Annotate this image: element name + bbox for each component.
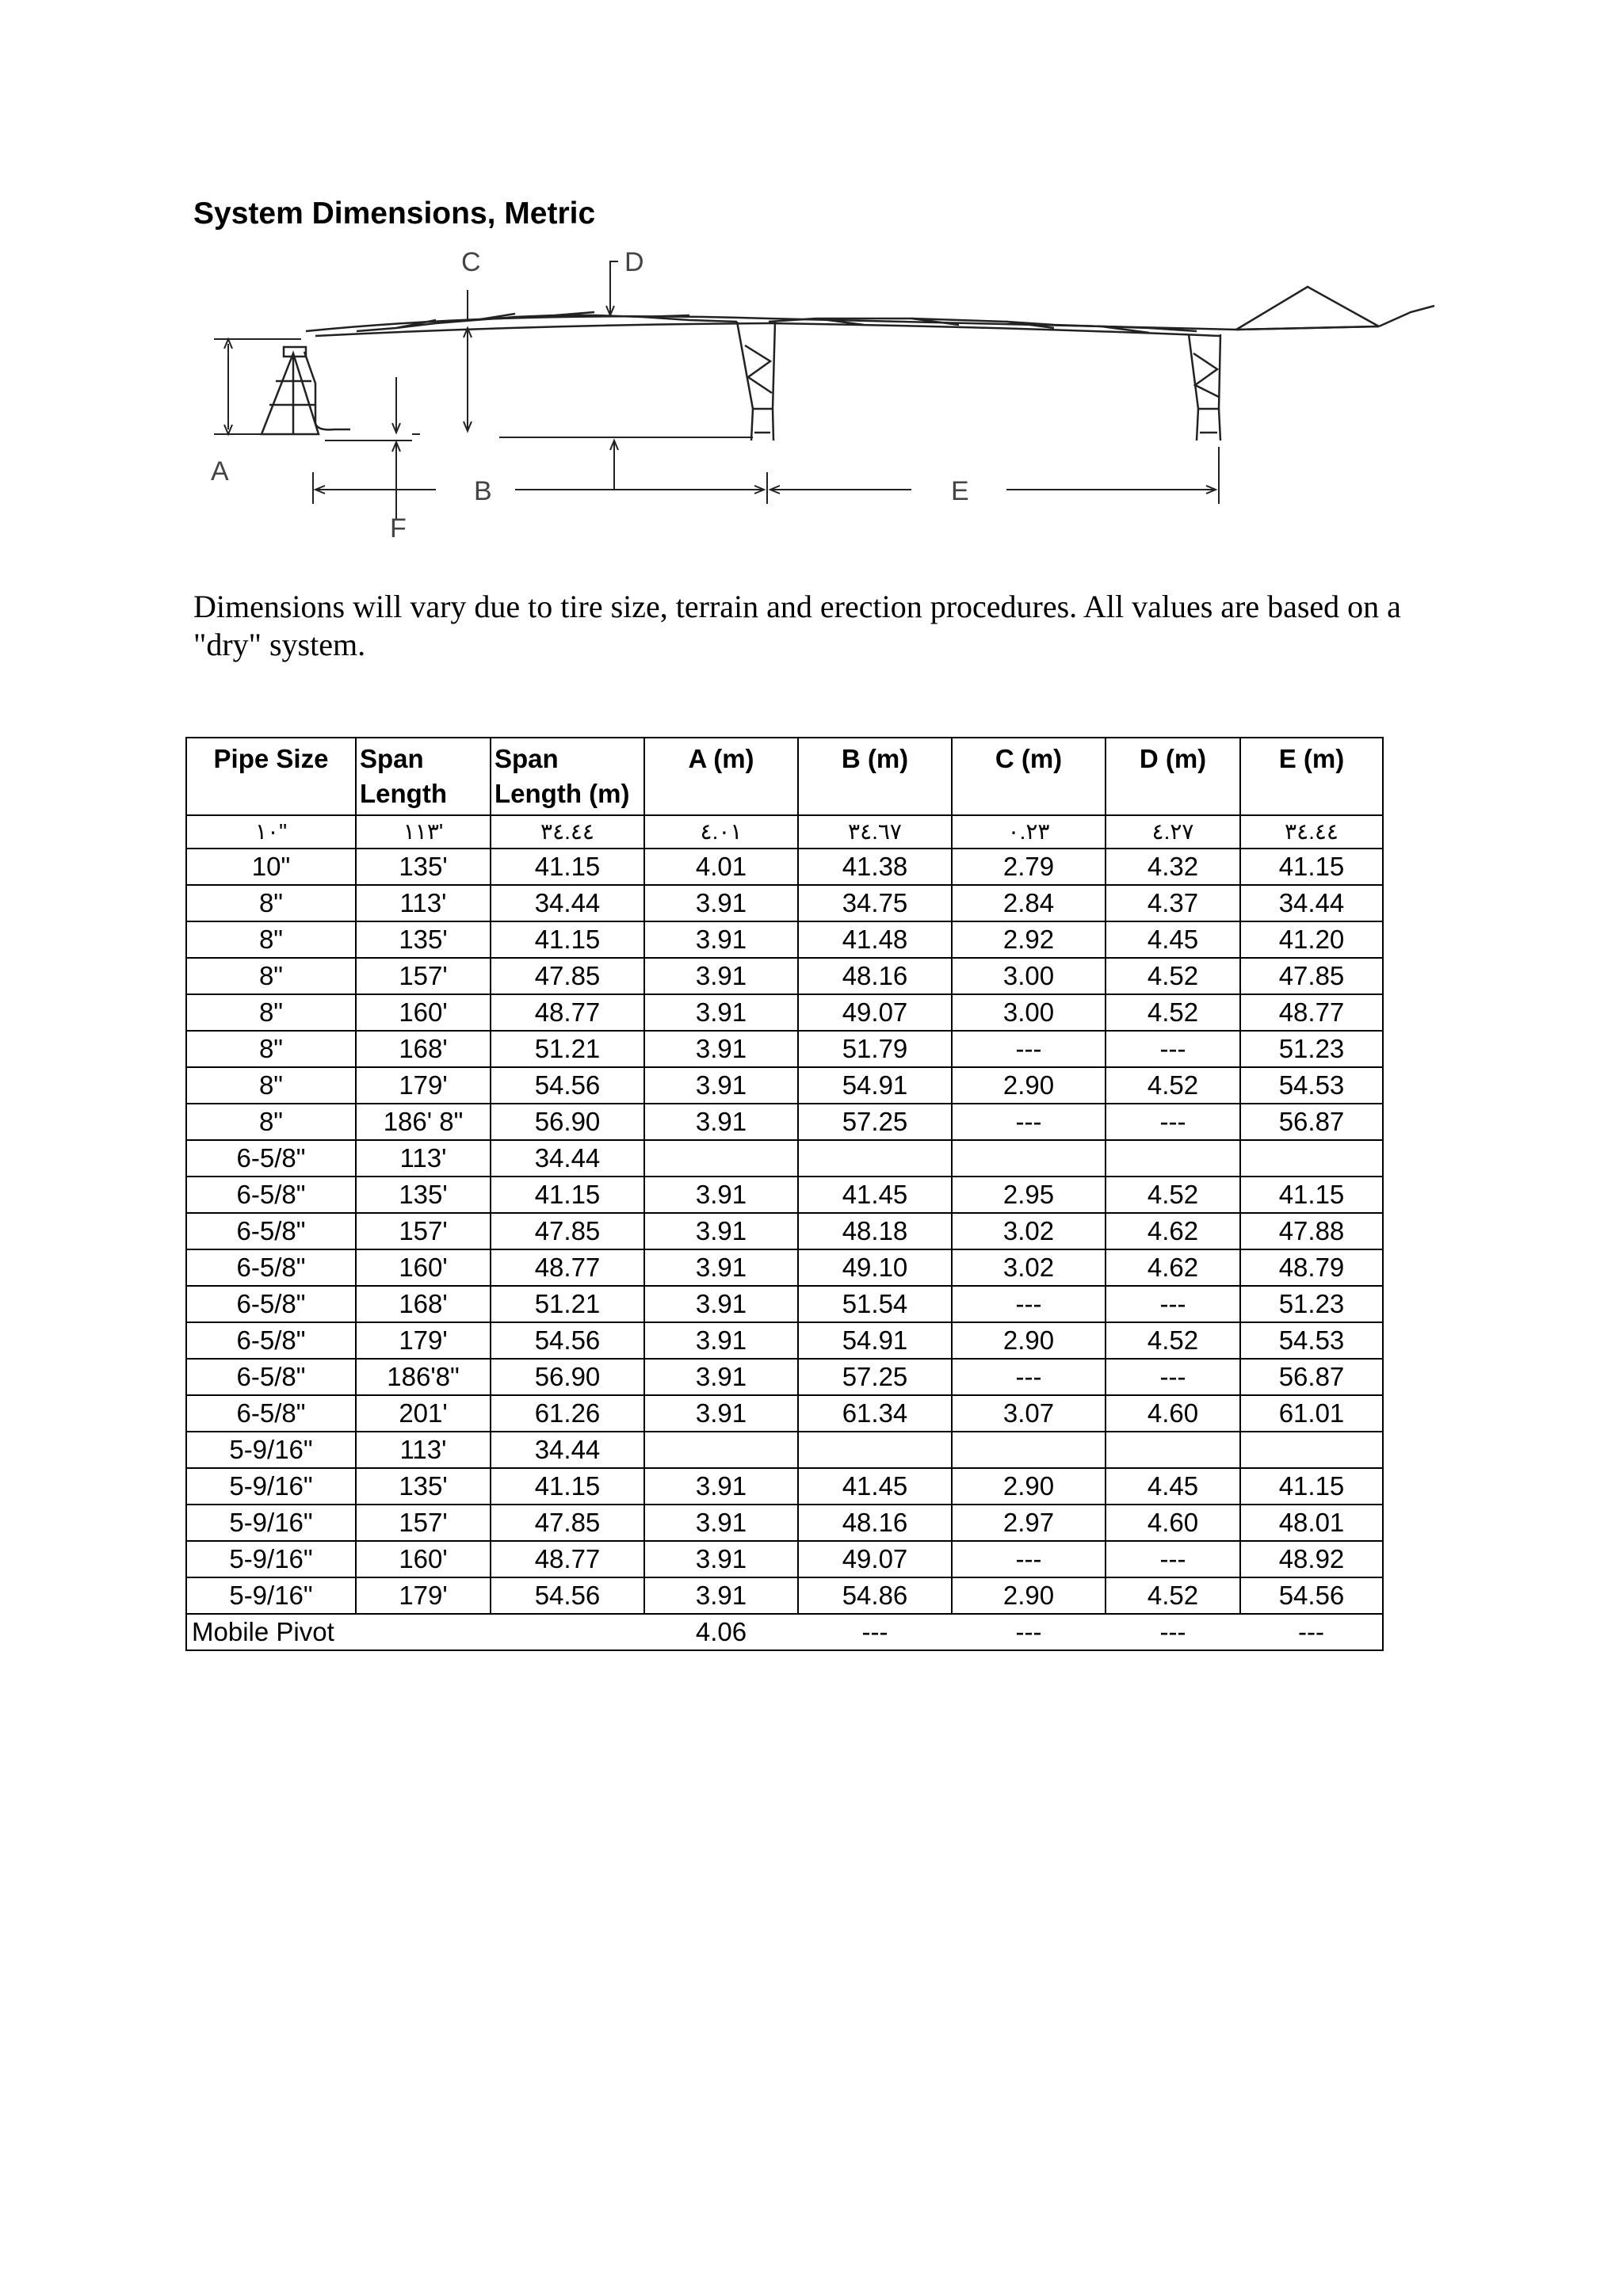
table-cell: 3.02 bbox=[952, 1213, 1106, 1249]
table-cell: 3.02 bbox=[952, 1249, 1106, 1286]
dimension-b-line bbox=[313, 472, 767, 504]
table-cell: 3.91 bbox=[644, 1541, 798, 1577]
table-row bbox=[186, 1359, 1383, 1395]
table-cell: 41.20 bbox=[1240, 921, 1383, 958]
table-row bbox=[186, 1505, 1383, 1541]
table-cell: 4.32 bbox=[1106, 849, 1240, 885]
label-e: E bbox=[951, 476, 969, 506]
table-row bbox=[186, 1541, 1383, 1577]
table-cell: --- bbox=[952, 1104, 1106, 1140]
table-cell: 8" bbox=[186, 1067, 356, 1104]
table-cell bbox=[1240, 1432, 1383, 1468]
table-cell: 4.37 bbox=[1106, 885, 1240, 921]
table-cell: 48.16 bbox=[798, 958, 952, 994]
table-cell: 5-9/16" bbox=[186, 1432, 356, 1468]
table-cell: 56.87 bbox=[1240, 1359, 1383, 1395]
table-row bbox=[186, 1577, 1383, 1614]
table-cell: 179' bbox=[356, 1577, 491, 1614]
table-cell: 160' bbox=[356, 1249, 491, 1286]
table-cell: 6-5/8" bbox=[186, 1249, 356, 1286]
table-cell: 179' bbox=[356, 1322, 491, 1359]
table-cell: 49.07 bbox=[798, 994, 952, 1031]
table-cell: --- bbox=[1106, 1031, 1240, 1067]
table-cell: 4.52 bbox=[1106, 994, 1240, 1031]
header-b: B (m) bbox=[798, 738, 952, 815]
table-row bbox=[186, 994, 1383, 1031]
label-b: B bbox=[474, 476, 492, 506]
table-cell: 2.90 bbox=[952, 1067, 1106, 1104]
table-cell: 3.91 bbox=[644, 1213, 798, 1249]
table-cell: 54.56 bbox=[1240, 1577, 1383, 1614]
table-cell: 51.23 bbox=[1240, 1031, 1383, 1067]
table-cell: 4.01 bbox=[644, 849, 798, 885]
drive-tower-2-wheel bbox=[1197, 409, 1220, 441]
table-cell: 2.90 bbox=[952, 1468, 1106, 1505]
table-cell: 3.91 bbox=[644, 1067, 798, 1104]
table-cell: 3.00 bbox=[952, 958, 1106, 994]
dimension-a-line bbox=[214, 339, 301, 434]
table-cell: 157' bbox=[356, 1213, 491, 1249]
mobile-pivot-label: Mobile Pivot bbox=[192, 1617, 334, 1646]
table-row bbox=[186, 1213, 1383, 1249]
table-cell: 51.21 bbox=[491, 1031, 644, 1067]
pivot-riser bbox=[304, 352, 350, 429]
table-cell bbox=[798, 1140, 952, 1177]
table-cell: 157' bbox=[356, 1505, 491, 1541]
table-cell: 3.91 bbox=[644, 1249, 798, 1286]
overhang bbox=[1236, 287, 1379, 330]
table-cell: 2.79 bbox=[952, 849, 1106, 885]
table-cell: 48.18 bbox=[798, 1213, 952, 1249]
table-cell: ٤.٢٧ bbox=[1106, 815, 1240, 849]
table-row bbox=[186, 1286, 1383, 1322]
table-cell: 41.48 bbox=[798, 921, 952, 958]
table-cell: 6-5/8" bbox=[186, 1359, 356, 1395]
table-row bbox=[186, 1177, 1383, 1213]
page-title: System Dimensions, Metric bbox=[193, 196, 596, 231]
table-cell: 10" bbox=[186, 849, 356, 885]
table-cell: --- bbox=[1106, 1104, 1240, 1140]
table-cell: 6-5/8" bbox=[186, 1286, 356, 1322]
table-cell: --- bbox=[1106, 1286, 1240, 1322]
header-span-length-m: Span Length (m) bbox=[491, 738, 644, 815]
table-cell: 47.85 bbox=[491, 958, 644, 994]
table-cell: 2.97 bbox=[952, 1505, 1106, 1541]
table-cell bbox=[644, 1432, 798, 1468]
table-cell: 157' bbox=[356, 958, 491, 994]
table-cell bbox=[1240, 1140, 1383, 1177]
table-cell: 3.91 bbox=[644, 958, 798, 994]
table-row bbox=[186, 1140, 1383, 1177]
table-cell: --- bbox=[952, 1286, 1106, 1322]
table-cell: 135' bbox=[356, 921, 491, 958]
table-cell: 54.56 bbox=[491, 1322, 644, 1359]
table-cell: 113' bbox=[356, 885, 491, 921]
table-cell bbox=[1106, 1432, 1240, 1468]
table-cell: 135' bbox=[356, 849, 491, 885]
table-cell: 47.85 bbox=[491, 1505, 644, 1541]
table-cell: 179' bbox=[356, 1067, 491, 1104]
table-cell: 54.91 bbox=[798, 1067, 952, 1104]
table-cell: 54.56 bbox=[491, 1067, 644, 1104]
label-f: F bbox=[390, 513, 407, 543]
table-row bbox=[186, 815, 1383, 849]
table-cell: 4.60 bbox=[1106, 1395, 1240, 1432]
table-cell: 54.91 bbox=[798, 1322, 952, 1359]
table-cell: 61.26 bbox=[491, 1395, 644, 1432]
table-cell: ١١٣' bbox=[356, 815, 491, 849]
table-cell: 2.95 bbox=[952, 1177, 1106, 1213]
header-span-length: Span Length bbox=[356, 738, 491, 815]
table-cell: 160' bbox=[356, 994, 491, 1031]
table-cell: 113' bbox=[356, 1140, 491, 1177]
table-cell: 8" bbox=[186, 958, 356, 994]
table-cell: 41.15 bbox=[491, 849, 644, 885]
table-cell: 49.10 bbox=[798, 1249, 952, 1286]
table-cell: 41.15 bbox=[491, 1177, 644, 1213]
label-d: D bbox=[624, 247, 644, 277]
table-cell: 48.77 bbox=[1240, 994, 1383, 1031]
table-cell: 8" bbox=[186, 885, 356, 921]
dimension-e-line bbox=[770, 447, 1219, 504]
header-pipe-size: Pipe Size bbox=[186, 738, 356, 815]
mobile-pivot-d: --- bbox=[1159, 1617, 1186, 1646]
table-cell: 54.53 bbox=[1240, 1067, 1383, 1104]
table-cell: 3.07 bbox=[952, 1395, 1106, 1432]
table-row bbox=[186, 1031, 1383, 1067]
table-cell: 41.15 bbox=[491, 1468, 644, 1505]
table-cell: 3.91 bbox=[644, 1359, 798, 1395]
table-cell: 54.86 bbox=[798, 1577, 952, 1614]
header-e: E (m) bbox=[1240, 738, 1383, 815]
mobile-pivot-e: --- bbox=[1298, 1617, 1324, 1646]
table-cell: 41.15 bbox=[491, 921, 644, 958]
table-cell: 5-9/16" bbox=[186, 1577, 356, 1614]
table-cell: 56.87 bbox=[1240, 1104, 1383, 1140]
table-cell: 54.56 bbox=[491, 1577, 644, 1614]
table-cell: ٣٤.٤٤ bbox=[1240, 815, 1383, 849]
table-cell: 51.23 bbox=[1240, 1286, 1383, 1322]
table-cell: 3.91 bbox=[644, 1577, 798, 1614]
table-cell: 41.15 bbox=[1240, 1468, 1383, 1505]
table-cell: 47.88 bbox=[1240, 1213, 1383, 1249]
table-cell: 2.90 bbox=[952, 1577, 1106, 1614]
table-row bbox=[186, 1432, 1383, 1468]
mobile-pivot-c: --- bbox=[1015, 1617, 1042, 1646]
table-cell: 3.00 bbox=[952, 994, 1106, 1031]
table-cell: 135' bbox=[356, 1468, 491, 1505]
table-cell: 8" bbox=[186, 1104, 356, 1140]
table-cell: 6-5/8" bbox=[186, 1395, 356, 1432]
table-row bbox=[186, 1322, 1383, 1359]
table-cell: 113' bbox=[356, 1432, 491, 1468]
table-cell: ٠.٢٣ bbox=[952, 815, 1106, 849]
table-cell bbox=[798, 1432, 952, 1468]
table-cell: 48.79 bbox=[1240, 1249, 1383, 1286]
table-cell: 8" bbox=[186, 994, 356, 1031]
table-cell: 8" bbox=[186, 921, 356, 958]
pivot-structure bbox=[262, 287, 1434, 441]
table-cell: 4.62 bbox=[1106, 1213, 1240, 1249]
table-cell: --- bbox=[1106, 1541, 1240, 1577]
end-gun bbox=[1379, 306, 1434, 326]
table-cell: ١٠" bbox=[186, 815, 356, 849]
table-cell: ٤.٠١ bbox=[644, 815, 798, 849]
table-cell: 3.91 bbox=[644, 921, 798, 958]
table-row bbox=[186, 849, 1383, 885]
table-cell: 3.91 bbox=[644, 994, 798, 1031]
table-row bbox=[186, 921, 1383, 958]
table-cell: 5-9/16" bbox=[186, 1505, 356, 1541]
mobile-pivot-b: --- bbox=[861, 1617, 888, 1646]
table-row bbox=[186, 1249, 1383, 1286]
table-cell: 48.77 bbox=[491, 1541, 644, 1577]
table-cell: 54.53 bbox=[1240, 1322, 1383, 1359]
table-cell: 2.84 bbox=[952, 885, 1106, 921]
table-cell: 168' bbox=[356, 1031, 491, 1067]
table-cell: 3.91 bbox=[644, 1177, 798, 1213]
table-cell: 4.62 bbox=[1106, 1249, 1240, 1286]
table-cell: --- bbox=[1106, 1359, 1240, 1395]
table-cell: 6-5/8" bbox=[186, 1177, 356, 1213]
mobile-pivot-a: 4.06 bbox=[695, 1617, 747, 1646]
table-cell: 49.07 bbox=[798, 1541, 952, 1577]
table-cell: 5-9/16" bbox=[186, 1541, 356, 1577]
label-c: C bbox=[461, 247, 481, 277]
table-cell: 4.45 bbox=[1106, 1468, 1240, 1505]
table-cell: 47.85 bbox=[1240, 958, 1383, 994]
table-row bbox=[186, 1468, 1383, 1505]
table-row bbox=[186, 1395, 1383, 1432]
header-c: C (m) bbox=[952, 738, 1106, 815]
table-cell: 4.52 bbox=[1106, 1067, 1240, 1104]
table-cell: 4.52 bbox=[1106, 1322, 1240, 1359]
table-cell: 4.52 bbox=[1106, 1177, 1240, 1213]
table-cell bbox=[1106, 1140, 1240, 1177]
table-cell: 51.79 bbox=[798, 1031, 952, 1067]
table-cell: 4.60 bbox=[1106, 1505, 1240, 1541]
table-cell: 48.16 bbox=[798, 1505, 952, 1541]
table-cell: 186' 8" bbox=[356, 1104, 491, 1140]
table-cell: 4.52 bbox=[1106, 958, 1240, 994]
table-row bbox=[186, 1104, 1383, 1140]
table-cell bbox=[952, 1432, 1106, 1468]
table-cell: ٣٤.٤٤ bbox=[491, 815, 644, 849]
table-cell: 48.01 bbox=[1240, 1505, 1383, 1541]
table-cell: 34.44 bbox=[491, 885, 644, 921]
table-cell: 3.91 bbox=[644, 885, 798, 921]
table-header-row bbox=[186, 738, 1383, 815]
table-cell: 41.45 bbox=[798, 1468, 952, 1505]
table-cell: 201' bbox=[356, 1395, 491, 1432]
table-cell: 2.90 bbox=[952, 1322, 1106, 1359]
table-cell: 56.90 bbox=[491, 1359, 644, 1395]
table-cell: 3.91 bbox=[644, 1468, 798, 1505]
table-cell: 3.91 bbox=[644, 1505, 798, 1541]
header-d: D (m) bbox=[1106, 738, 1240, 815]
header-a: A (m) bbox=[644, 738, 798, 815]
table-cell: 4.52 bbox=[1106, 1577, 1240, 1614]
table-cell: 186'8" bbox=[356, 1359, 491, 1395]
table-cell: 135' bbox=[356, 1177, 491, 1213]
ground-line bbox=[325, 434, 753, 441]
table-body bbox=[186, 815, 1383, 1614]
table-cell: 3.91 bbox=[644, 1286, 798, 1322]
table-cell: 41.38 bbox=[798, 849, 952, 885]
table-cell: 56.90 bbox=[491, 1104, 644, 1140]
table-cell: 48.77 bbox=[491, 1249, 644, 1286]
table-cell: 2.92 bbox=[952, 921, 1106, 958]
table-cell: 41.15 bbox=[1240, 849, 1383, 885]
mobile-pivot-row bbox=[186, 1614, 1383, 1650]
table-cell: 57.25 bbox=[798, 1104, 952, 1140]
table-cell: 51.54 bbox=[798, 1286, 952, 1322]
table-cell: 3.91 bbox=[644, 1104, 798, 1140]
table-cell: 160' bbox=[356, 1541, 491, 1577]
table-cell: 51.21 bbox=[491, 1286, 644, 1322]
drive-tower-1 bbox=[737, 322, 775, 409]
table-cell: 34.44 bbox=[491, 1140, 644, 1177]
pivot-system-diagram bbox=[198, 242, 1450, 543]
table-cell: 48.92 bbox=[1240, 1541, 1383, 1577]
table-cell: 34.44 bbox=[1240, 885, 1383, 921]
table-cell: 48.77 bbox=[491, 994, 644, 1031]
table-cell: 6-5/8" bbox=[186, 1322, 356, 1359]
table-cell: --- bbox=[952, 1541, 1106, 1577]
drive-tower-1-wheel bbox=[751, 409, 773, 441]
dimension-lines bbox=[214, 261, 1219, 520]
table-cell: 4.45 bbox=[1106, 921, 1240, 958]
dimensions-table bbox=[185, 737, 1384, 1651]
table-row bbox=[186, 958, 1383, 994]
table-cell: 3.91 bbox=[644, 1031, 798, 1067]
dimensions-note: Dimensions will vary due to tire size, terrain and erection procedures. All values are based on a "dry" system. bbox=[193, 589, 1401, 662]
table-cell: --- bbox=[952, 1031, 1106, 1067]
table-cell: --- bbox=[952, 1359, 1106, 1395]
table-cell: 61.01 bbox=[1240, 1395, 1383, 1432]
table-cell: 41.45 bbox=[798, 1177, 952, 1213]
table-row bbox=[186, 885, 1383, 921]
table-cell: 5-9/16" bbox=[186, 1468, 356, 1505]
table-cell: 3.91 bbox=[644, 1395, 798, 1432]
table-cell: 61.34 bbox=[798, 1395, 952, 1432]
table-cell: 47.85 bbox=[491, 1213, 644, 1249]
table-cell: 8" bbox=[186, 1031, 356, 1067]
table-cell: 6-5/8" bbox=[186, 1213, 356, 1249]
table-row bbox=[186, 1067, 1383, 1104]
table-cell: ٣٤.٦٧ bbox=[798, 815, 952, 849]
table-cell: 34.44 bbox=[491, 1432, 644, 1468]
table-cell: 41.15 bbox=[1240, 1177, 1383, 1213]
drive-tower-2 bbox=[1189, 334, 1220, 409]
table-cell: 57.25 bbox=[798, 1359, 952, 1395]
table-cell: 34.75 bbox=[798, 885, 952, 921]
table-cell bbox=[952, 1140, 1106, 1177]
table-cell bbox=[644, 1140, 798, 1177]
table-cell: 3.91 bbox=[644, 1322, 798, 1359]
table-cell: 168' bbox=[356, 1286, 491, 1322]
table-cell: 6-5/8" bbox=[186, 1140, 356, 1177]
label-a: A bbox=[211, 456, 229, 486]
